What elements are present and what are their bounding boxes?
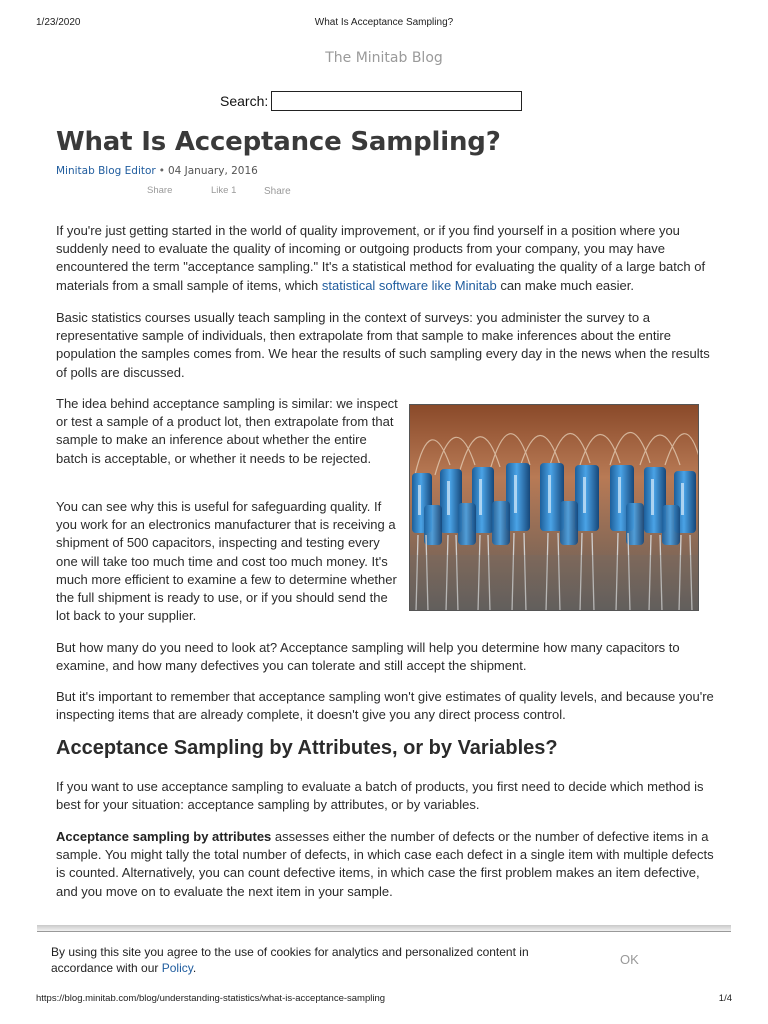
term-attributes: Acceptance sampling by attributes	[56, 829, 272, 844]
cookie-banner	[37, 931, 731, 989]
print-page-number: 1/4	[718, 993, 732, 1004]
paragraph-by-attributes	[56, 828, 714, 901]
cookie-message	[51, 944, 571, 976]
cookie-text-end: .	[192, 961, 197, 975]
paragraph-idea: The idea behind acceptance sampling is similar: we inspect or test a sample of a product lot, then extrapolate from that sample to make an inference about whether the entire batch is acceptable, or whether it needs to be rejected.	[56, 396, 398, 466]
paragraph-attributes-text: assesses either the number of defects or the number of defective items in a sample. You might tally the total number of defects, in which case each defect in a single item with multiple defects is counted. Alternatively, you can count defective items, in which case the first problem makes an item defective, and you move on to evaluate the next item in your sample.	[56, 829, 714, 899]
paragraph-intro	[56, 222, 714, 295]
paragraph-how-many: But how many do you need to look at? Acceptance sampling will help you determine how many capacitors to examine, and how many defectives you can tolerate and still accept the shipment.	[56, 640, 680, 674]
byline-separator: •	[158, 165, 165, 177]
print-header	[36, 17, 732, 31]
paragraph-text: If you're just getting started in the world of quality improvement, or if you find yourself in a position where you suddenly need to evaluate the quality of incoming or outgoing products from your company, you may have encountered the term "acceptance sampling." It's a statistical method for evaluating the quality of a large batch of materials from a small sample of items, which	[56, 223, 706, 293]
cookie-ok-button[interactable]: OK	[620, 952, 639, 967]
paragraph-surveys: Basic statistics courses usually teach sampling in the context of surveys: you administer the survey to a representative sample of individuals, then extrapolate from that sample to make inferences about the entire population the samples comes from. We hear the results of such sampling every day in the news when the results of polls are discussed.	[56, 310, 710, 380]
paragraph-text-end: can make much easier.	[496, 277, 634, 293]
share-button[interactable]: Share	[147, 185, 173, 196]
search-input[interactable]	[271, 91, 522, 111]
section-heading-attributes-variables: Acceptance Sampling by Attributes, or by Variables?	[56, 737, 558, 759]
print-footer	[36, 993, 732, 1007]
like-button[interactable]: Like 1	[211, 185, 237, 196]
paragraph-choose-method: If you want to use acceptance sampling to evaluate a batch of products, you first need to decide which method is best for your situation: acceptance sampling by attributes, or by variables.	[56, 779, 704, 813]
cookie-text: By using this site you agree to the use of cookies for analytics and personalized content in accordance with our	[51, 945, 529, 975]
paragraph-limitations: But it's important to remember that acceptance sampling won't give estimates of quality levels, and because you're inspecting items that are already complete, it doesn't give you any direct process control.	[56, 689, 714, 723]
search-label: Search:	[220, 93, 269, 109]
print-date: 1/23/2020	[36, 17, 81, 28]
print-doc-title: What Is Acceptance Sampling?	[314, 17, 454, 28]
share-button-secondary[interactable]: Share	[264, 186, 291, 197]
capacitors-illustration	[410, 405, 699, 611]
byline	[56, 165, 258, 177]
blog-name-link[interactable]: The Minitab Blog	[325, 50, 443, 66]
article-title: What Is Acceptance Sampling?	[56, 127, 501, 157]
print-url: https://blog.minitab.com/blog/understanding-statistics/what-is-acceptance-sampling	[36, 993, 386, 1004]
author-link[interactable]: Minitab Blog Editor	[56, 165, 156, 177]
policy-link[interactable]: Policy	[161, 961, 193, 975]
statistical-software-link[interactable]: statistical software like Minitab	[321, 277, 497, 293]
publish-date: 04 January, 2016	[167, 165, 258, 177]
capacitors-photo	[409, 404, 699, 611]
paragraph-safeguarding: You can see why this is useful for safeguarding quality. If you work for an electronics manufacturer that is receiving a shipment of 500 capacitors, inspecting and testing every one will take too much time and cost too much money. It's much more efficient to examine a few to determine whether the full shipment is ready to use, or if you should send the lot back to your supplier.	[56, 499, 397, 624]
